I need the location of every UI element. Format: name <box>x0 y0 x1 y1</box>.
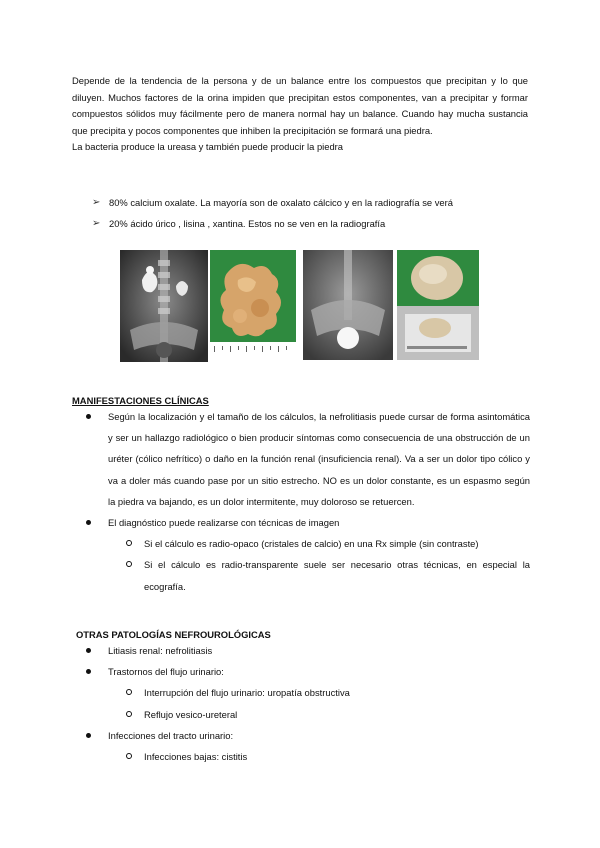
sub-list-item <box>86 704 530 725</box>
circle-bullet-icon <box>126 753 132 759</box>
otras-patologias-list <box>86 640 530 767</box>
bullet-text: Trastornos del flujo urinario: <box>108 666 224 678</box>
bullet-icon <box>86 414 91 419</box>
arrow-bullet-icon: ➢ <box>92 218 101 229</box>
sub-list-item <box>86 554 530 596</box>
composition-text: 20% ácido úrico , lisina , xantina. Estos no se ven en la radiografía <box>109 218 386 229</box>
composition-item <box>92 197 512 218</box>
bullet-text: Litiasis renal: nefrolitiasis <box>108 645 213 656</box>
sub-bullet-text: Infecciones bajas: cistitis <box>144 751 248 763</box>
bacteria-line: La bacteria produce la ureasa y también puede producir la piedra <box>72 141 344 153</box>
bullet-icon <box>86 733 91 738</box>
list-item <box>86 661 530 682</box>
sub-bullet-text: Reflujo vesico-ureteral <box>144 708 238 720</box>
list-item <box>86 725 530 746</box>
section-heading-manifestaciones: MANIFESTACIONES CLÍNICAS <box>72 395 209 406</box>
xray-image-staghorn <box>120 250 208 362</box>
list-item <box>86 406 530 512</box>
arrow-bullet-icon: ➢ <box>92 197 101 208</box>
staghorn-stone-photo <box>210 250 296 362</box>
composition-text: 80% calcium oxalate. La mayoría son de oxalato cálcico y en la radiografía se verá <box>109 197 453 208</box>
bullet-icon <box>86 669 91 674</box>
bladder-stone-photo <box>397 250 479 360</box>
bullet-text: Según la localización y el tamaño de los cálculos, la nefrolitiasis puede cursar de forma asintomática y ser un hallazgo radiológico o bien producir síntomas como consecuencia de una obstrucción de un uréter (cólico nefrítico) o daño en la función renal (insuficiencia renal). Va a ser un dolor tipo cólico y va a doler más cuando pase por un sitio estrecho. NO es un dolor constante, es un espasmo según la piedra va bajando, es un dolor intermitente, muy doloroso se retuercen. <box>108 411 530 507</box>
sub-list-item <box>86 682 530 703</box>
bullet-icon <box>86 648 91 653</box>
sub-bullet-text: Si el cálculo es radio-transparente suele ser necesario otras técnicas, en especial la ecografía. <box>144 559 530 592</box>
bullet-icon <box>86 520 91 525</box>
manifestaciones-list <box>86 406 530 597</box>
sub-bullet-text: Interrupción del flujo urinario: uropatía obstructiva <box>144 687 350 699</box>
circle-bullet-icon <box>126 689 132 695</box>
circle-bullet-icon <box>126 561 132 567</box>
sub-list-item <box>86 533 530 554</box>
intro-section <box>72 73 528 156</box>
xray-image-bladder <box>303 250 393 360</box>
list-item <box>86 512 530 533</box>
composition-item <box>92 218 512 239</box>
list-item <box>86 640 530 661</box>
bullet-text: Infecciones del tracto urinario: <box>108 729 234 741</box>
circle-bullet-icon <box>126 540 132 546</box>
sub-bullet-text: Si el cálculo es radio-opaco (cristales de calcio) en una Rx simple (sin contraste) <box>144 538 479 550</box>
circle-bullet-icon <box>126 711 132 717</box>
intro-paragraph: Depende de la tendencia de la persona y de un balance entre los compuestos que precipitan y lo que diluyen. Muchos factores de la orina impiden que precipitan estos componentes, van a precipitar y formar compuestos sólidos muy fácilmente pero de manera normal hay un balance. Cuando hay mucha sustancia que precipita y pocos componentes que inhiben la precipitación se formará una piedra. <box>72 75 528 136</box>
composition-list <box>92 197 512 239</box>
bullet-text: El diagnóstico puede realizarse con técnicas de imagen <box>108 517 340 529</box>
sub-list-item <box>86 746 530 767</box>
section-heading-otras-patologias: OTRAS PATOLOGÍAS NEFROUROLÓGICAS <box>76 629 271 640</box>
